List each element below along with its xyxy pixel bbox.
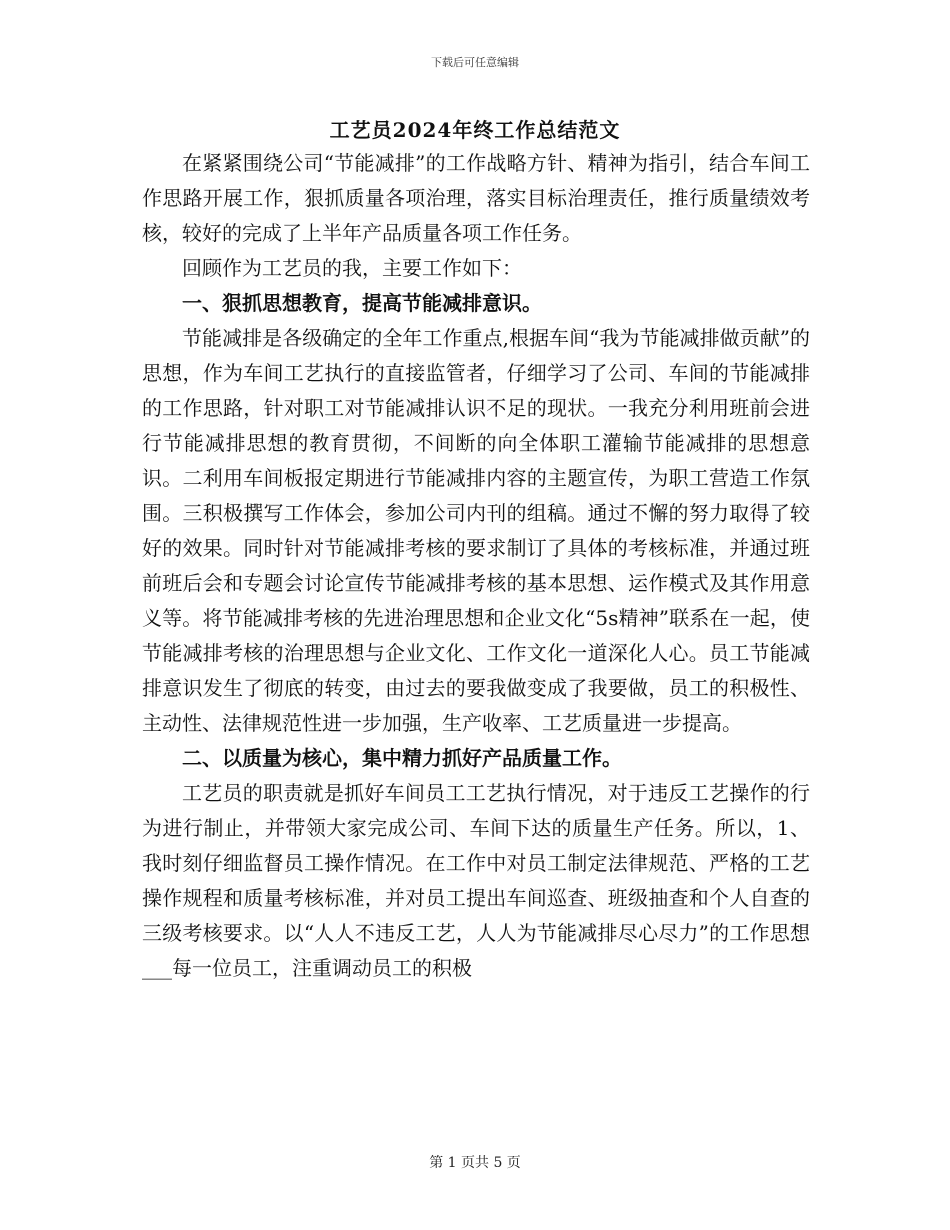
document-title: 工艺员2024年终工作总结范文 [329,118,621,142]
paragraph-section-2: 工艺员的职责就是抓好车间员工工艺执行情况，对于违反工艺操作的行为进行制止，并带领大家完成公司、车间下达的质量生产任务。所以，1、我时刻仔细监督员工操作情况。在工作中对员工制定法律规范、严格的工艺操作规程和质量考核标准，并对员工提出车间巡查、班级抽查和个人自查的三级考核要求。以“人人不违反工艺，人人为节能减排尽心尽力”的工作思想___每一位员工，注重调动员工的积极 [142,781,810,980]
paragraph-intro: 在紧紧围绕公司“节能减排”的工作战略方针、精神为指引，结合车间工作思路开展工作，狠抓质量各项治理，落实目标治理责任，推行质量绩效考核，较好的完成了上半年产品质量各项工作任务。 [142,151,810,245]
paragraph-review: 回顾作为工艺员的我，主要工作如下： [182,256,522,280]
paragraph-section-1: 节能减排是各级确定的全年工作重点,根据车间“我为节能减排做贡献”的思想，作为车间工艺执行的直接监管者，仔细学习了公司、车间的节能减排的工作思路，针对职工对节能减排认识不足的现状。一我充分利用班前会进行节能减排思想的教育贯彻，不间断的向全体职工灌输节能减排的思想意识。二利用车间板报定期进行节能减排内容的主题宣传，为职工营造工作氛围。三积极撰写工作体会，参加公司内刊的组稿。通过不懈的努力取得了较好的效果。同时针对节能减排考核的要求制订了具体的考核标准，并通过班前班后会和专题会讨论宣传节能减排考核的基本思想、运作模式及其作用意义等。将节能减排考核的先进治理思想和企业文化“5s精神”联系在一起，使节能减排考核的治理思想与企业文化、工作文化一道深化人心。员工节能减排意识发生了彻底的转变，由过去的要我做变成了我要做，员工的积极性、主动性、法律规范性进一步加强，生产收率、工艺质量进一步提高。 [142,326,810,735]
page-header: 下载后可任意编辑 [431,56,519,69]
page-number-footer: 第 1 页共 5 页 [429,1155,521,1171]
document-body [142,146,810,986]
section-heading-1: 一、狠抓思想教育，提高节能减排意识。 [182,291,542,315]
section-heading-2: 二、以质量为核心，集中精力抓好产品质量工作。 [182,746,622,770]
